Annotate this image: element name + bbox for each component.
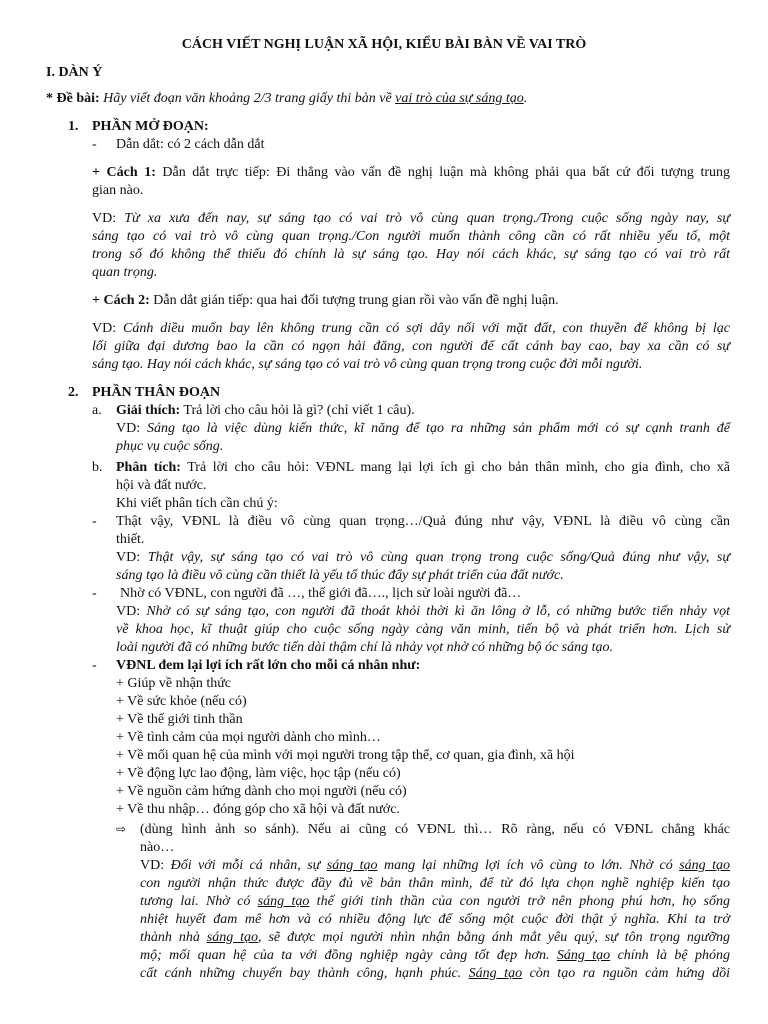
part2-heading: PHẦN THÂN ĐOẠN: [92, 385, 221, 400]
item-marker-a: a.: [92, 403, 102, 418]
benefit-item: + Về tình cảm của mọi người dành cho mình…: [116, 730, 381, 745]
phan-tich-label: Phân tích:: [116, 460, 181, 475]
phan-tich-paragraph: [116, 459, 730, 513]
benefit-item: + Về mối quan hệ của mình với mọi người trong tập thể, cơ quan, gia đình, xã hội: [116, 748, 575, 763]
part1-heading: PHẦN MỞ ĐOẠN:: [92, 119, 209, 134]
benefits-list: [116, 675, 575, 819]
arrow-right-icon: ⇨: [116, 822, 127, 836]
vd2-line: sáng tạo. Hay nói cách khác, sự sáng tạo có vai trò vô cùng quan trọng trong cuộc đời mỗi người.: [92, 357, 643, 372]
vd-prefix: VD:: [116, 550, 141, 565]
vd-text: mang lại những lợi ích vô cùng to lớn. Nhờ có: [377, 858, 680, 873]
arrow-line: (dùng hình ảnh so sánh). Nếu ai cũng có VĐNL thì… Rõ ràng, nếu có VĐNL chẳng khác: [140, 822, 730, 837]
vd1-line: Từ xa xưa đến nay, sự sáng tạo có vai trò vô cùng quan trọng./Trong cuộc sống ngày nay, sự: [124, 211, 731, 226]
vd1-line: trong số đó không thể thiếu đó chính là sự sáng tạo. Hay nói cách khác, sự sáng tạo có vai trò rất: [92, 247, 730, 262]
cach1-label: + Cách 1:: [92, 165, 156, 180]
cach2-text: Dẫn dắt gián tiếp: qua hai đối tượng trung gian rồi vào vấn đề nghị luận.: [153, 293, 559, 308]
arrow-paragraph: [140, 821, 730, 857]
vd-prefix: VD:: [116, 604, 141, 619]
page-title: CÁCH VIẾT NGHỊ LUẬN XÃ HỘI, KIỂU BÀI BÀN VỀ VAI TRÒ: [181, 37, 587, 52]
assignment-line: [46, 90, 527, 108]
assignment-end: .: [523, 91, 528, 106]
vd-line: loài người đã có những bước tiến dài thậm chí là nhảy vọt nhờ có những bộ óc sáng tạo.: [116, 640, 614, 655]
vd-line: phục vụ cuộc sống.: [116, 439, 224, 454]
benefit-item: + Giúp về nhận thức: [116, 676, 232, 691]
vd2-paragraph: [92, 320, 730, 374]
vd-prefix: VD:: [140, 858, 165, 873]
giai-thich-label: Giải thích:: [116, 403, 181, 418]
benefit-item: + Về nguồn cảm hứng dành cho mọi người (nếu có): [116, 784, 407, 799]
vd-text: còn tạo ra nguồn cảm hứng dồi: [522, 966, 731, 981]
vd-keyword: sáng tạo: [206, 930, 259, 945]
vd-text: chính là bệ phóng: [610, 948, 730, 963]
giai-thich-vd: [116, 420, 730, 456]
cach1-line: gian nào.: [92, 183, 144, 198]
assignment-text: Hãy viết đoạn văn khoảng 2/3 trang giấy thi bàn về: [103, 91, 392, 106]
part2-number: 2.: [68, 385, 79, 400]
benefits-heading: VĐNL đem lại lợi ích rất lớn cho mỗi cá nhân như:: [116, 658, 421, 673]
dash2-vd: [116, 603, 730, 657]
vd-line: về khoa học, kĩ thuật giúp cho cuộc sống ngày càng văn minh, tiến bộ và phát triển hơn. Lịch sử: [116, 622, 730, 637]
final-vd-paragraph: [140, 857, 730, 983]
dash-marker: -: [92, 514, 97, 529]
vd-keyword: sáng tạo: [679, 858, 731, 873]
vd-line: Thật vậy, sự sáng tạo có vai trò vô cùng quan trọng trong cuộc sống/Quả đúng như vậy, sự: [147, 550, 730, 565]
vd-prefix: VD:: [116, 421, 141, 436]
dash1-line: Thật vậy, VĐNL là điều vô cùng quan trọng…/Quả đúng như vậy, VĐNL là điều vô cùng cần: [116, 514, 730, 529]
vd2-line: lối giữa đại dương bao la cần có ngọn hải đăng, con người để cất cánh bay cao, bay xa cần có sự: [92, 339, 730, 354]
bullet-star: *: [46, 91, 53, 106]
vd-keyword: sáng tạo: [326, 858, 378, 873]
vd-keyword: sáng tạo: [257, 894, 310, 909]
vd-line: con người nhận thức được đầy đủ về bản thân mình, để từ đó lựa chọn nghề nghiệp kiến tạo: [140, 876, 730, 891]
arrow-line: nào…: [140, 840, 175, 855]
dash1-line: thiết.: [116, 532, 145, 547]
vd-keyword: Sáng tạo: [556, 948, 611, 963]
dash2-line: Nhờ có VĐNL, con người đã …, thế giới đã…., lịch sử loài người đã…: [120, 586, 522, 601]
cach1-paragraph: [92, 164, 730, 200]
vd-line: Nhờ có sự sáng tạo, con người đã thoát khỏi thời kì ăn lông ở lỗ, có những bước tiến nhảy vọt: [146, 604, 730, 619]
cach2-line: [92, 292, 559, 310]
vd-text: , sẽ được mọi người nhìn nhận bằng ánh mắt yêu quý, sự tôn trọng ngưỡng: [258, 930, 731, 945]
vd-text: tương lai. Nhờ có: [140, 894, 258, 909]
cach1-line: Dẫn dắt trực tiếp: Đi thẳng vào vấn đề nghị luận mà không phải qua bất cứ đối tượng trung: [162, 165, 730, 180]
vd2-line: Cánh diều muốn bay lên không trung cần có sợi dây nối với mặt đất, con thuyền để không bị lạc: [123, 321, 730, 336]
vd-text: thành nhà: [140, 930, 207, 945]
vd-text: mộ; mối quan hệ của ta với đồng nghiệp ngày càng tốt đẹp hơn.: [140, 948, 557, 963]
vd-line: Sáng tạo là việc dùng kiến thức, kĩ năng để tạo ra những sản phẩm mới có sự cạnh tranh để: [147, 421, 730, 436]
dash-marker: -: [92, 586, 97, 601]
phan-tich-note: Khi viết phân tích cần chú ý:: [116, 496, 278, 511]
part1-number: 1.: [68, 119, 79, 134]
vd1-line: sáng tạo có vai trò vô cùng quan trọng./Con người muốn thành công cần có rất nhiều yếu tố, một: [92, 229, 730, 244]
dash1-paragraph: [116, 513, 730, 585]
section-heading: I. DÀN Ý: [46, 65, 103, 80]
benefit-item: + Về thế giới tinh thần: [116, 712, 243, 727]
giai-thich-line: [116, 402, 415, 420]
vd-keyword: Sáng tạo: [468, 966, 523, 981]
vd1-paragraph: [92, 210, 730, 282]
vd-prefix: VD:: [92, 211, 117, 226]
vd1-line: quan trọng.: [92, 265, 158, 280]
cach2-label: + Cách 2:: [92, 293, 150, 308]
item-marker-b: b.: [92, 460, 103, 475]
benefit-item: + Về sức khỏe (nếu có): [116, 694, 247, 709]
dash-marker: -: [92, 658, 97, 673]
vd-text: cất cánh những chuyến bay thành công, hạnh phúc.: [140, 966, 462, 981]
intro-line: Dẫn dắt: có 2 cách dẫn dắt: [116, 137, 265, 152]
giai-thich-text: Trả lời cho câu hỏi là gì? (chỉ viết 1 câu).: [183, 403, 415, 418]
assignment-topic: vai trò của sự sáng tạo: [395, 91, 524, 106]
phan-tich-line: hội và đất nước.: [116, 478, 207, 493]
vd-text: Đối với mỗi cá nhân, sự: [170, 858, 327, 873]
benefit-item: + Về động lực lao động, làm việc, học tập (nếu có): [116, 766, 401, 781]
assignment-label: Đề bài:: [56, 91, 100, 106]
vd-line: nhiệt huyết đam mê hơn và có nhiều động lực để sống một cuộc đời thật ý nghĩa. Khi ta trở: [140, 912, 730, 927]
dash-marker: -: [92, 137, 97, 152]
vd-prefix: VD:: [92, 321, 117, 336]
phan-tich-line: Trả lời cho câu hỏi: VĐNL mang lại lợi ích gì cho bản thân mình, cho gia đình, cho xã: [187, 460, 731, 475]
benefit-item: + Về thu nhập… đóng góp cho xã hội và đất nước.: [116, 802, 400, 817]
vd-line: sáng tạo là điều vô cùng cần thiết là yếu tố thúc đẩy sự phát triển của đất nước.: [116, 568, 564, 583]
vd-text: thế giới tinh thần của con người trở nên phong phú hơn, họ sống: [309, 894, 730, 909]
